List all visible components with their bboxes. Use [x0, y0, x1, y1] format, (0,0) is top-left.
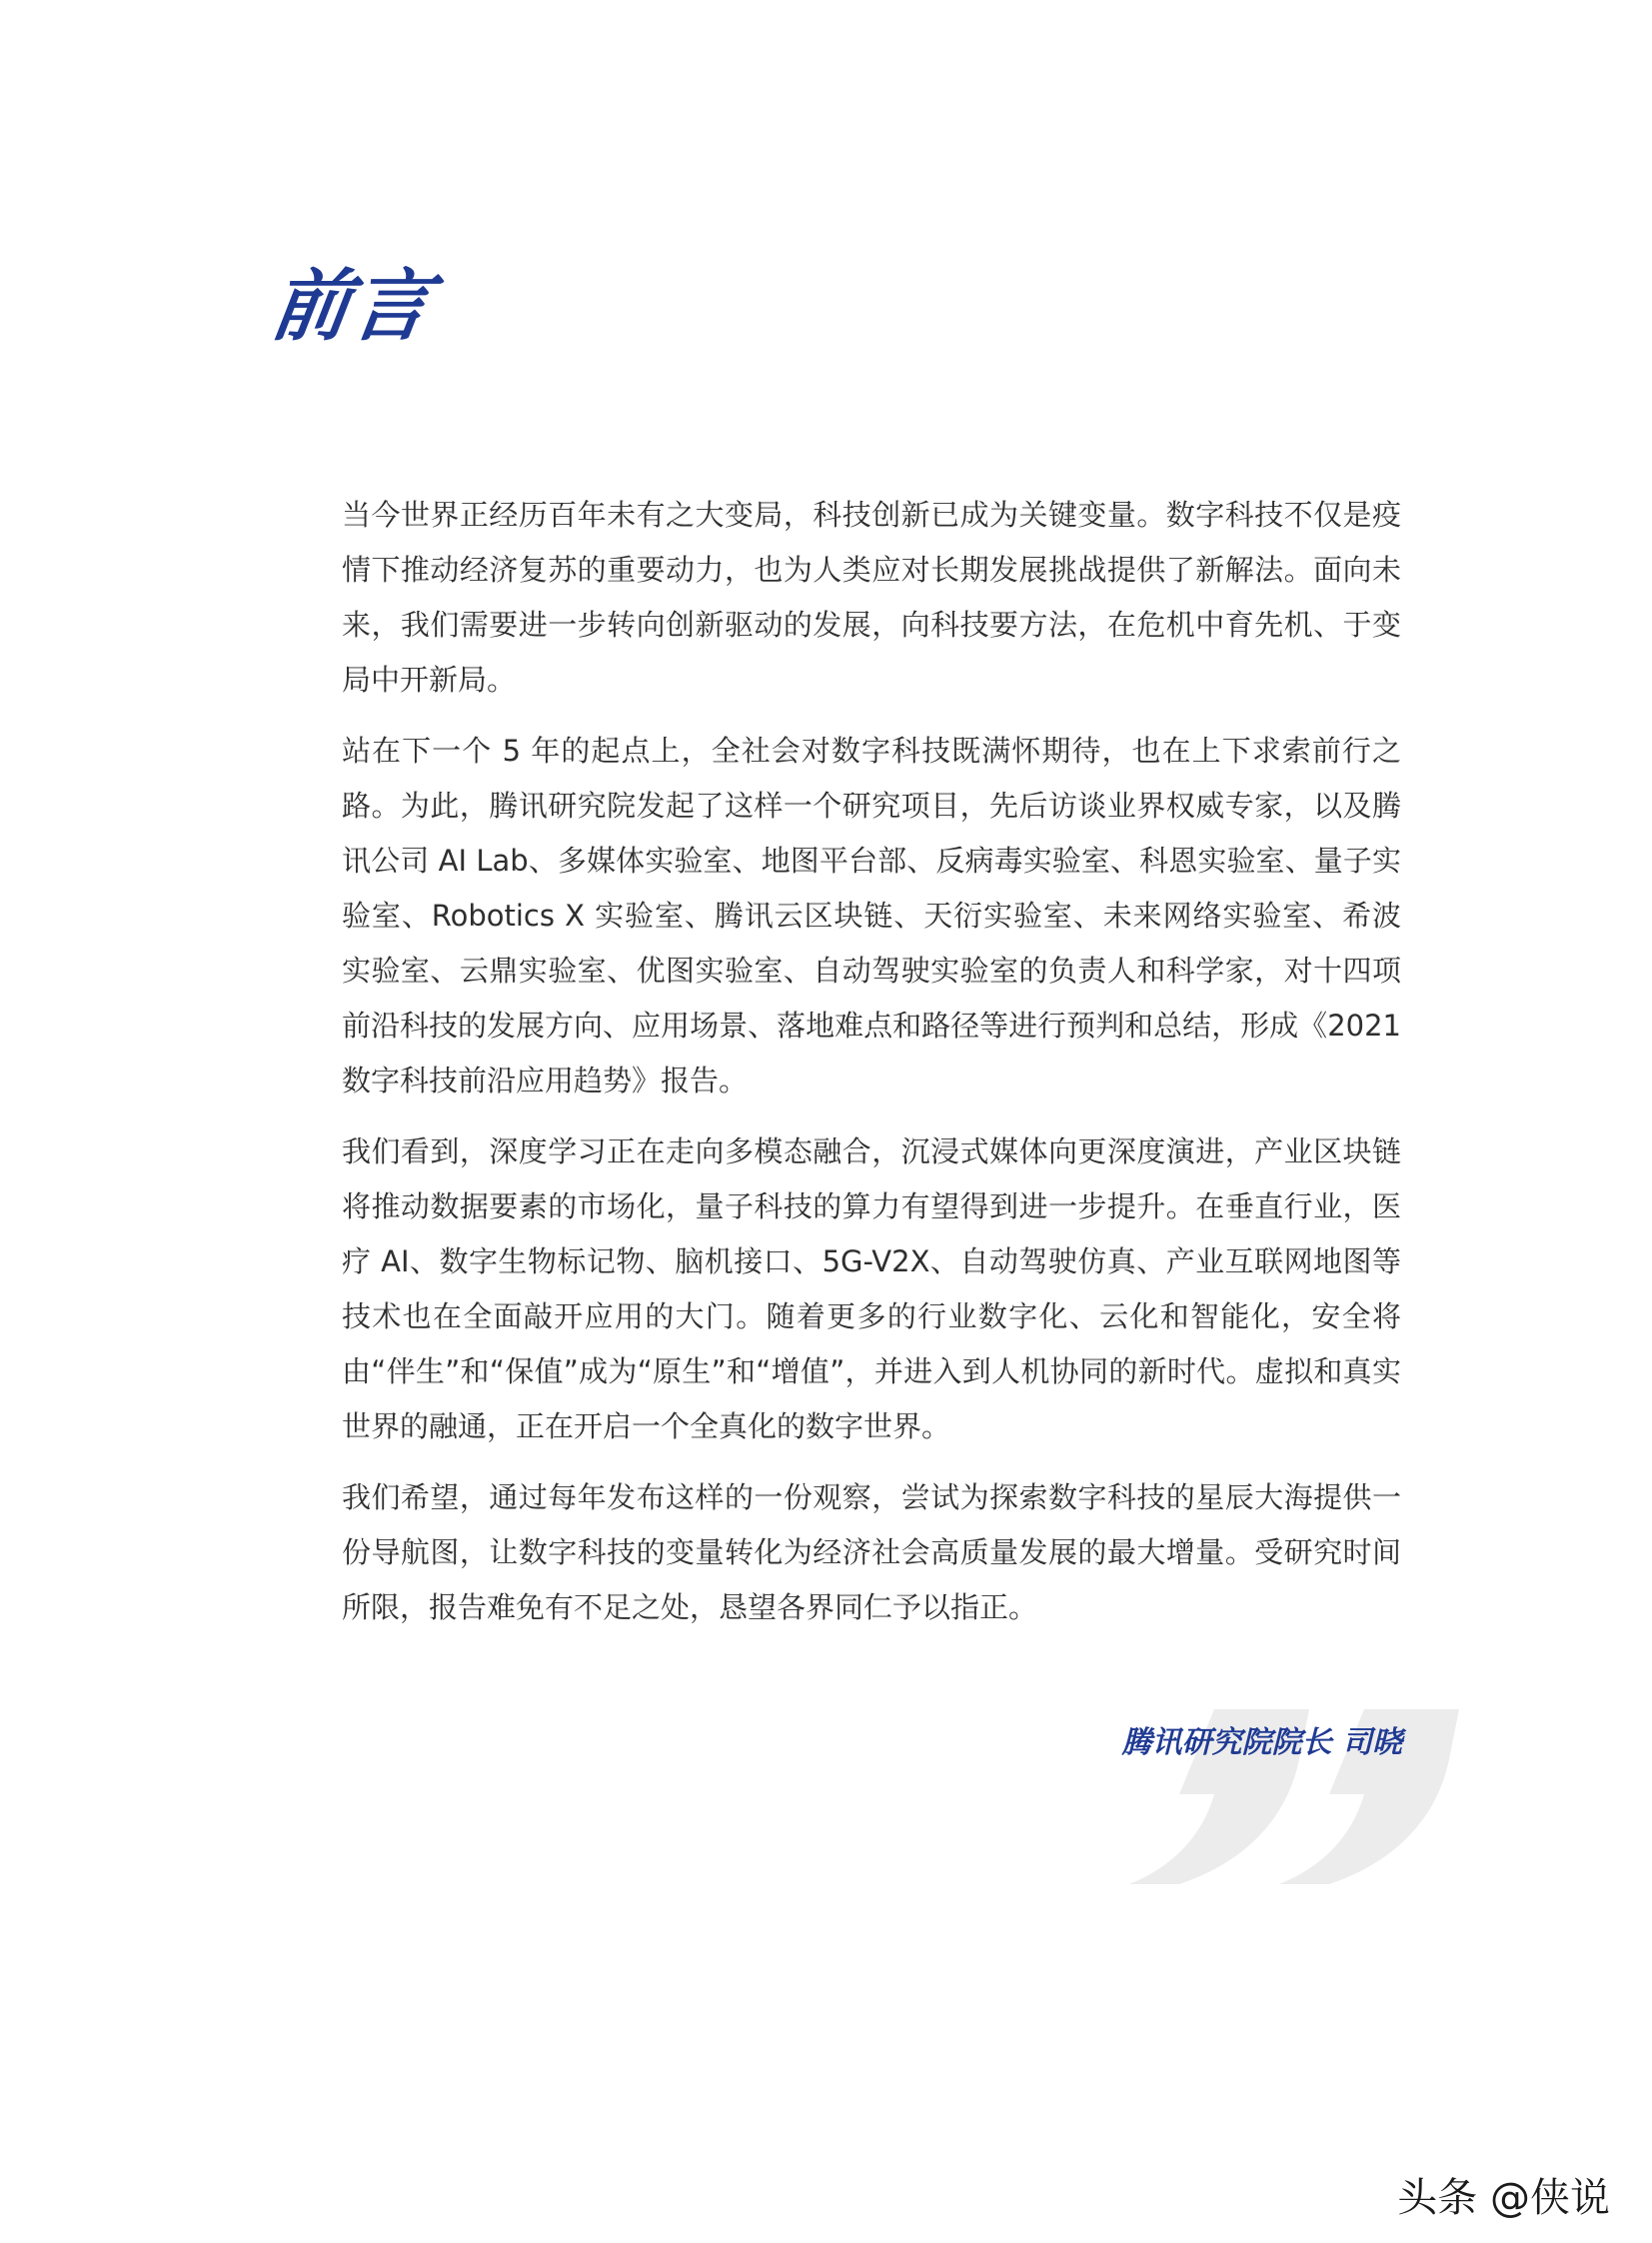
watermark: 头条 @侠说 [1397, 2175, 1610, 2221]
preface-body [342, 488, 1401, 1651]
paragraph-3: 我们看到，深度学习正在走向多模态融合，沉浸式媒体向更深度演进，产业区块链将推动数据要素的市场化，量子科技的算力有望得到进一步提升。在垂直行业，医疗 AI、数字生物标记物、脑机接口、5G-V2X、自动驾驶仿真、产业互联网地图等技术也在全面敲开应用的大门。随着更多的行业数字化、云化和智能化，安全将由“伴生”和“保值”成为“原生”和“增值”，并进入到人机协同的新时代。虚拟和真实世界的融通，正在开启一个全真化的数字世界。 [342, 1134, 1401, 1443]
page-title: 前言 [265, 262, 439, 352]
paragraph-4: 我们希望，通过每年发布这样的一份观察，尝试为探索数字科技的星辰大海提供一份导航图，让数字科技的变量转化为经济社会高质量发展的最大增量。受研究时间所限，报告难免有不足之处，恳望各界同仁予以指正。 [342, 1480, 1401, 1624]
paragraph-2: 站在下一个 5 年的起点上，全社会对数字科技既满怀期待，也在上下求索前行之路。为此，腾讯研究院发起了这样一个研究项目，先后访谈业界权威专家，以及腾讯公司 AI Lab、多媒体实验室、地图平台部、反病毒实验室、科恩实验室、量子实验室、Robotics X 实验室、腾讯云区块链、天衍实验室、未来网络实验室、希波实验室、云鼎实验室、优图实验室、自动驾驶实验室的负责人和科学家，对十四项前沿科技的发展方向、应用场景、落地难点和路径等进行预判和总结，形成《2021 数字科技前沿应用趋势》报告。 [342, 734, 1401, 1098]
paragraph-1: 当今世界正经历百年未有之大变局，科技创新已成为关键变量。数字科技不仅是疫情下推动经济复苏的重要动力，也为人类应对长期发展挑战提供了新解法。面向未来，我们需要进一步转向创新驱动的发展，向科技要方法，在危机中育先机、于变局中开新局。 [342, 498, 1401, 697]
signature: 腾讯研究院院长 司晓 [1121, 1725, 1402, 1760]
